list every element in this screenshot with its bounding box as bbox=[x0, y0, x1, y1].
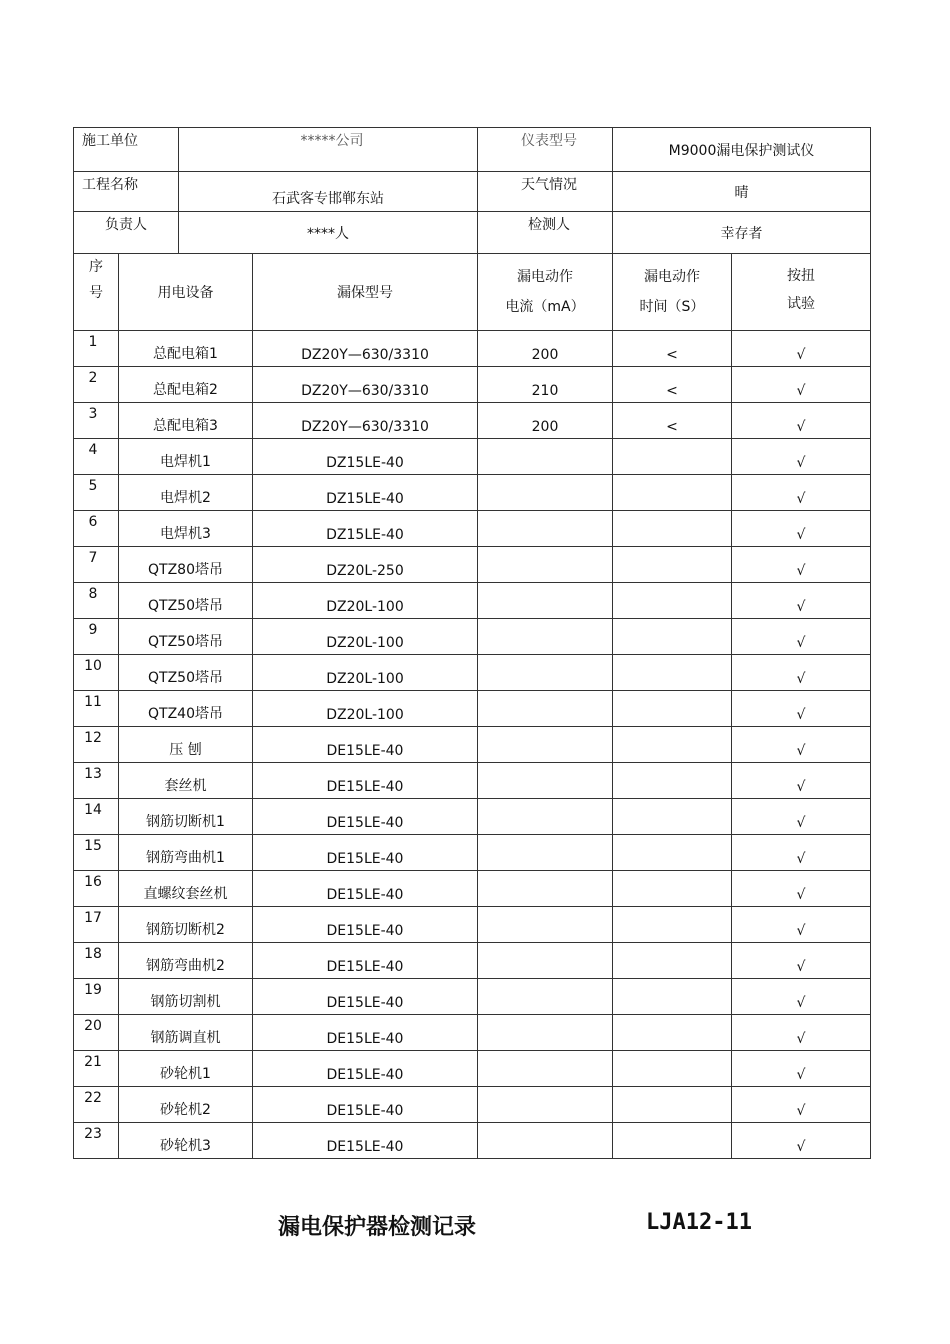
header-time-line1: 漏电动作 bbox=[644, 269, 700, 285]
cell-current bbox=[478, 763, 613, 799]
cell-model: DZ20L-100 bbox=[253, 583, 478, 619]
cell-model: DZ20Y—630/3310 bbox=[253, 403, 478, 439]
cell-device: 钢筋调直机 bbox=[119, 1015, 253, 1051]
cell-seq: 16 bbox=[74, 871, 119, 907]
table-row bbox=[74, 871, 871, 907]
cell-current bbox=[478, 583, 613, 619]
cell-current: 200 bbox=[478, 403, 613, 439]
cell-time bbox=[613, 691, 732, 727]
cell-time bbox=[613, 475, 732, 511]
cell-current bbox=[478, 511, 613, 547]
cell-device: 电焊机3 bbox=[119, 511, 253, 547]
cell-button: √ bbox=[732, 439, 871, 475]
cell-current bbox=[478, 907, 613, 943]
table-row bbox=[74, 799, 871, 835]
cell-device: 总配电箱2 bbox=[119, 367, 253, 403]
cell-seq: 7 bbox=[74, 547, 119, 583]
cell-button: √ bbox=[732, 475, 871, 511]
cell-seq: 9 bbox=[74, 619, 119, 655]
cell-model: DZ20L-100 bbox=[253, 619, 478, 655]
cell-button: √ bbox=[732, 943, 871, 979]
cell-model: DE15LE-40 bbox=[253, 799, 478, 835]
cell-current bbox=[478, 1051, 613, 1087]
cell-time bbox=[613, 547, 732, 583]
header-current bbox=[478, 254, 613, 331]
cell-current bbox=[478, 1123, 613, 1159]
table-row bbox=[74, 511, 871, 547]
cell-button: √ bbox=[732, 727, 871, 763]
cell-model: DE15LE-40 bbox=[253, 979, 478, 1015]
table-row bbox=[74, 1087, 871, 1123]
cell-time: < bbox=[613, 403, 732, 439]
cell-button: √ bbox=[732, 1087, 871, 1123]
header-device: 用电设备 bbox=[119, 254, 253, 331]
cell-button: √ bbox=[732, 691, 871, 727]
cell-time bbox=[613, 943, 732, 979]
table-row bbox=[74, 1051, 871, 1087]
cell-device: QTZ80塔吊 bbox=[119, 547, 253, 583]
cell-time bbox=[613, 439, 732, 475]
cell-current bbox=[478, 1015, 613, 1051]
cell-current bbox=[478, 943, 613, 979]
cell-time bbox=[613, 799, 732, 835]
cell-button: √ bbox=[732, 367, 871, 403]
cell-seq: 15 bbox=[74, 835, 119, 871]
cell-model: DE15LE-40 bbox=[253, 907, 478, 943]
table-row bbox=[74, 979, 871, 1015]
cell-button: √ bbox=[732, 331, 871, 367]
cell-model: DE15LE-40 bbox=[253, 1015, 478, 1051]
table-row bbox=[74, 439, 871, 475]
header-current-line2: 电流（mA） bbox=[505, 299, 585, 315]
cell-time bbox=[613, 1087, 732, 1123]
cell-device: QTZ50塔吊 bbox=[119, 583, 253, 619]
cell-model: DE15LE-40 bbox=[253, 1087, 478, 1123]
cell-time bbox=[613, 511, 732, 547]
weather-label: 天气情况 bbox=[478, 172, 613, 212]
cell-time bbox=[613, 655, 732, 691]
cell-model: DE15LE-40 bbox=[253, 727, 478, 763]
cell-current bbox=[478, 979, 613, 1015]
cell-device: 砂轮机1 bbox=[119, 1051, 253, 1087]
table-row bbox=[74, 367, 871, 403]
cell-device: 钢筋弯曲机2 bbox=[119, 943, 253, 979]
table-row bbox=[74, 763, 871, 799]
unit-label: 施工单位 bbox=[74, 128, 179, 172]
cell-current: 210 bbox=[478, 367, 613, 403]
cell-seq: 19 bbox=[74, 979, 119, 1015]
meter-label: 仪表型号 bbox=[478, 128, 613, 172]
cell-device: 总配电箱3 bbox=[119, 403, 253, 439]
cell-device: 砂轮机2 bbox=[119, 1087, 253, 1123]
cell-button: √ bbox=[732, 799, 871, 835]
cell-model: DE15LE-40 bbox=[253, 871, 478, 907]
table-row bbox=[74, 583, 871, 619]
cell-time bbox=[613, 727, 732, 763]
cell-model: DZ15LE-40 bbox=[253, 475, 478, 511]
cell-button: √ bbox=[732, 835, 871, 871]
cell-seq: 4 bbox=[74, 439, 119, 475]
cell-seq: 14 bbox=[74, 799, 119, 835]
document-title: 漏电保护器检测记录 bbox=[278, 1215, 477, 1240]
cell-button: √ bbox=[732, 763, 871, 799]
cell-seq: 2 bbox=[74, 367, 119, 403]
cell-button: √ bbox=[732, 403, 871, 439]
cell-current bbox=[478, 655, 613, 691]
table-row bbox=[74, 835, 871, 871]
cell-time bbox=[613, 1051, 732, 1087]
cell-model: DZ15LE-40 bbox=[253, 511, 478, 547]
cell-model: DZ20L-100 bbox=[253, 691, 478, 727]
table-row bbox=[74, 619, 871, 655]
cell-button: √ bbox=[732, 1015, 871, 1051]
header-seq-line1: 序 bbox=[89, 259, 103, 275]
header-model: 漏保型号 bbox=[253, 254, 478, 331]
header-button-line1: 按扭 bbox=[787, 268, 815, 284]
cell-model: DE15LE-40 bbox=[253, 1051, 478, 1087]
table-row bbox=[74, 943, 871, 979]
cell-seq: 13 bbox=[74, 763, 119, 799]
cell-model: DZ20L-100 bbox=[253, 655, 478, 691]
leader-value: ****人 bbox=[179, 212, 478, 254]
cell-device: 套丝机 bbox=[119, 763, 253, 799]
weather-value: 晴 bbox=[613, 172, 871, 212]
cell-model: DE15LE-40 bbox=[253, 835, 478, 871]
cell-device: QTZ50塔吊 bbox=[119, 655, 253, 691]
cell-seq: 22 bbox=[74, 1087, 119, 1123]
table-row bbox=[74, 907, 871, 943]
cell-seq: 17 bbox=[74, 907, 119, 943]
cell-current bbox=[478, 619, 613, 655]
cell-current bbox=[478, 691, 613, 727]
cell-button: √ bbox=[732, 547, 871, 583]
cell-device: 压 刨 bbox=[119, 727, 253, 763]
cell-current bbox=[478, 547, 613, 583]
cell-current bbox=[478, 871, 613, 907]
cell-current bbox=[478, 835, 613, 871]
cell-current bbox=[478, 475, 613, 511]
cell-seq: 23 bbox=[74, 1123, 119, 1159]
cell-button: √ bbox=[732, 1051, 871, 1087]
cell-button: √ bbox=[732, 655, 871, 691]
header-time-line2: 时间（S） bbox=[639, 299, 705, 315]
cell-device: 钢筋切断机2 bbox=[119, 907, 253, 943]
cell-model: DE15LE-40 bbox=[253, 763, 478, 799]
table-row bbox=[74, 547, 871, 583]
table-row bbox=[74, 1015, 871, 1051]
header-section bbox=[74, 254, 871, 331]
table-row bbox=[74, 691, 871, 727]
cell-time bbox=[613, 619, 732, 655]
table-row bbox=[74, 475, 871, 511]
cell-current bbox=[478, 727, 613, 763]
cell-device: 钢筋切断机1 bbox=[119, 799, 253, 835]
table-row bbox=[74, 727, 871, 763]
inspector-value: 幸存者 bbox=[613, 212, 871, 254]
cell-device: 钢筋弯曲机1 bbox=[119, 835, 253, 871]
cell-time: < bbox=[613, 367, 732, 403]
cell-device: QTZ50塔吊 bbox=[119, 619, 253, 655]
cell-seq: 3 bbox=[74, 403, 119, 439]
cell-time bbox=[613, 907, 732, 943]
header-button-line2: 试验 bbox=[787, 296, 815, 312]
cell-device: QTZ40塔吊 bbox=[119, 691, 253, 727]
cell-time: < bbox=[613, 331, 732, 367]
meter-value: M9000漏电保护测试仪 bbox=[613, 128, 871, 172]
cell-device: 砂轮机3 bbox=[119, 1123, 253, 1159]
cell-seq: 10 bbox=[74, 655, 119, 691]
cell-time bbox=[613, 583, 732, 619]
cell-button: √ bbox=[732, 619, 871, 655]
cell-device: 电焊机2 bbox=[119, 475, 253, 511]
cell-model: DE15LE-40 bbox=[253, 1123, 478, 1159]
cell-seq: 8 bbox=[74, 583, 119, 619]
cell-device: 直螺纹套丝机 bbox=[119, 871, 253, 907]
cell-seq: 1 bbox=[74, 331, 119, 367]
cell-seq: 5 bbox=[74, 475, 119, 511]
cell-device: 总配电箱1 bbox=[119, 331, 253, 367]
header-seq-line2: 号 bbox=[89, 285, 103, 301]
header-seq bbox=[74, 254, 119, 331]
cell-model: DZ15LE-40 bbox=[253, 439, 478, 475]
cell-model: DZ20Y—630/3310 bbox=[253, 367, 478, 403]
info-section bbox=[74, 128, 871, 254]
cell-model: DZ20Y—630/3310 bbox=[253, 331, 478, 367]
header-current-line1: 漏电动作 bbox=[517, 269, 573, 285]
cell-button: √ bbox=[732, 1123, 871, 1159]
cell-time bbox=[613, 763, 732, 799]
cell-current bbox=[478, 439, 613, 475]
leader-label: 负责人 bbox=[74, 212, 179, 254]
table-row bbox=[74, 331, 871, 367]
cell-time bbox=[613, 835, 732, 871]
cell-seq: 12 bbox=[74, 727, 119, 763]
unit-value: *****公司 bbox=[179, 128, 478, 172]
table-row bbox=[74, 1123, 871, 1159]
project-label: 工程名称 bbox=[74, 172, 179, 212]
cell-device: 电焊机1 bbox=[119, 439, 253, 475]
cell-current: 200 bbox=[478, 331, 613, 367]
inspector-label: 检测人 bbox=[478, 212, 613, 254]
cell-model: DZ20L-250 bbox=[253, 547, 478, 583]
cell-seq: 21 bbox=[74, 1051, 119, 1087]
cell-button: √ bbox=[732, 871, 871, 907]
cell-seq: 20 bbox=[74, 1015, 119, 1051]
cell-button: √ bbox=[732, 511, 871, 547]
cell-model: DE15LE-40 bbox=[253, 943, 478, 979]
project-value: 石武客专邯郸东站 bbox=[179, 172, 478, 212]
cell-button: √ bbox=[732, 979, 871, 1015]
cell-device: 钢筋切割机 bbox=[119, 979, 253, 1015]
cell-time bbox=[613, 1123, 732, 1159]
table-row bbox=[74, 655, 871, 691]
cell-seq: 6 bbox=[74, 511, 119, 547]
cell-time bbox=[613, 979, 732, 1015]
cell-current bbox=[478, 799, 613, 835]
data-rows bbox=[74, 331, 871, 1159]
header-button bbox=[732, 254, 871, 331]
cell-current bbox=[478, 1087, 613, 1123]
table-row bbox=[74, 403, 871, 439]
cell-seq: 18 bbox=[74, 943, 119, 979]
cell-button: √ bbox=[732, 907, 871, 943]
document-code: LJA12-11 bbox=[646, 1210, 752, 1235]
record-table bbox=[73, 127, 871, 1159]
cell-seq: 11 bbox=[74, 691, 119, 727]
cell-time bbox=[613, 1015, 732, 1051]
header-time bbox=[613, 254, 732, 331]
cell-button: √ bbox=[732, 583, 871, 619]
cell-time bbox=[613, 871, 732, 907]
